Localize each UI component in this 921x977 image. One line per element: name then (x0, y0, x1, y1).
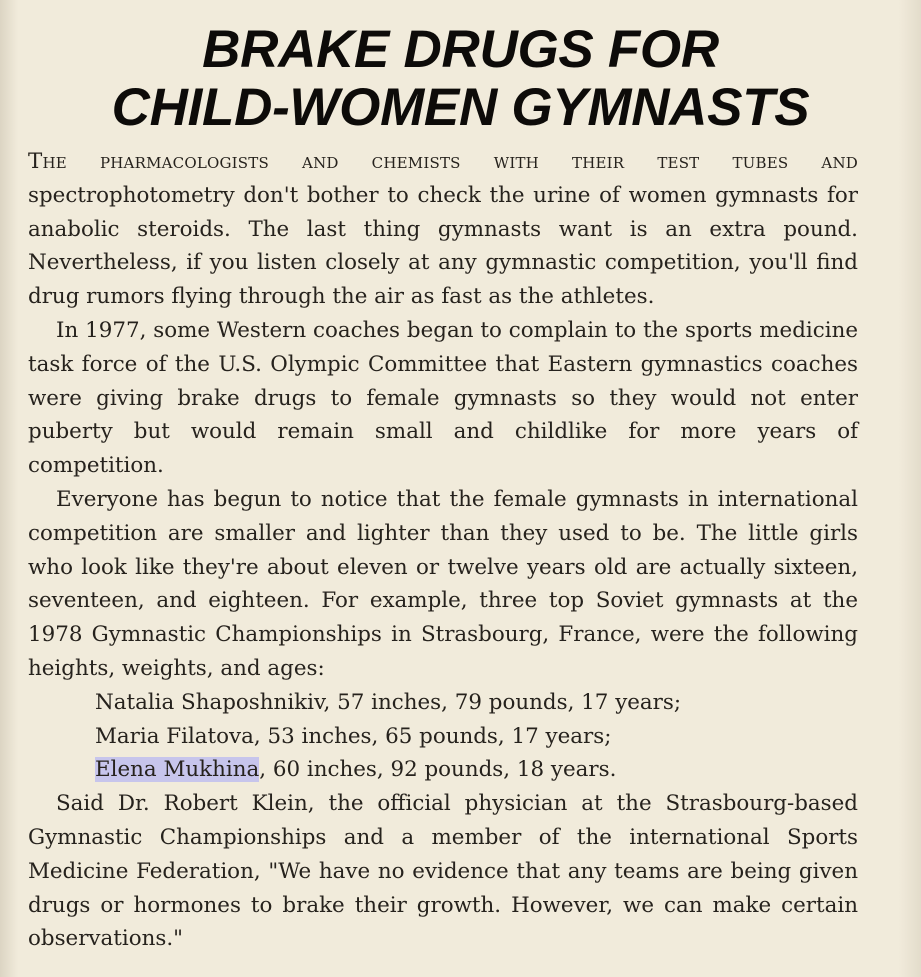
article-title-line-1: BRAKE DRUGS FOR (202, 20, 719, 80)
page-shadow-left (0, 0, 18, 977)
gymnast-name: Maria Filatova (95, 723, 254, 749)
list-item (95, 720, 858, 754)
list-item (95, 753, 858, 787)
paragraph-1-lead: The pharmacologists and chemists with their test tubes and (28, 149, 858, 174)
list-item (95, 686, 858, 720)
paragraph-2: In 1977, some Western coaches began to complain to the sports medicine task force of the U.S. Olympic Committee that Eastern gymnastics coaches were giving brake drugs to female gymnasts so they would not enter puberty but would remain small and childlike for more years of competition. (28, 317, 858, 479)
gymnast-details: , 57 inches, 79 pounds, 17 years; (323, 689, 682, 715)
paragraph-3: Everyone has begun to notice that the female gymnasts in international competition are smaller and lighter than they used to be. The little girls who look like they're about eleven or twelve years old are actually sixteen, seventeen, and eighteen. For example, three top Soviet gymnasts at the 1978 Gymnastic Championships in Strasbourg, France, were the following heights, weights, and ages: (28, 486, 858, 681)
gymnast-list (28, 686, 858, 787)
gymnast-name: Natalia Shaposhnikiv (95, 689, 324, 715)
article-title (0, 21, 921, 137)
paragraph-1-rest: spectrophotometry don't bother to check the urine of women gymnasts for anabolic steroids. The last thing gymnasts want is an extra pound. Nevertheless, if you listen closely at any gymnastic competition, you'll find drug rumors flying through the air as fast as the athletes. (28, 182, 858, 310)
gymnast-details: , 60 inches, 92 pounds, 18 years. (259, 757, 617, 783)
paragraph-1 (28, 145, 858, 314)
highlighted-gymnast-name[interactable]: Elena Mukhina (95, 757, 260, 783)
page-shadow-right (899, 0, 921, 977)
article-body (28, 145, 858, 956)
paragraph-4: Said Dr. Robert Klein, the official physician at the Strasbourg-based Gymnastic Championships and a member of the international Sports Medicine Federation, "We have no evidence that any teams are being given drugs or hormones to brake their growth. However, we can make certain observations." (28, 791, 858, 952)
article-title-line-2: CHILD-WOMEN GYMNASTS (111, 78, 810, 138)
gymnast-details: , 53 inches, 65 pounds, 17 years; (253, 723, 612, 749)
